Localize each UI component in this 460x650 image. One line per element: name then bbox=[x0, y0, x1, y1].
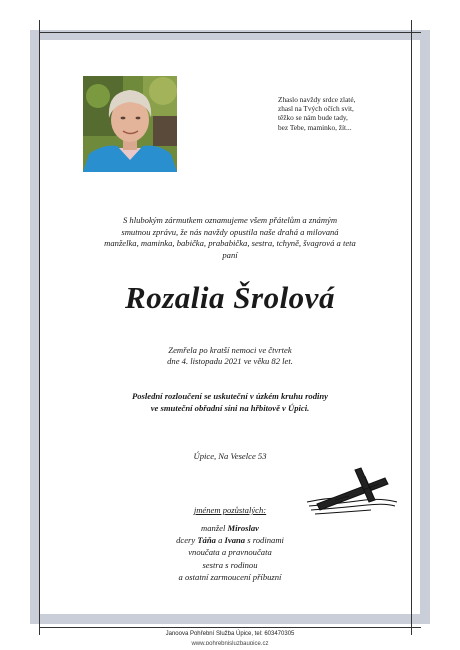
mourner-husband bbox=[40, 522, 420, 534]
husband-name: Miroslav bbox=[227, 523, 259, 533]
funeral-service-website: www.pohrebnisluzbaupice.cz bbox=[191, 641, 269, 645]
announcement-intro bbox=[40, 215, 420, 261]
deceased-name: Rozalia Šrolová bbox=[125, 280, 335, 315]
husband-prefix: manžel bbox=[200, 523, 228, 533]
frame-band-right bbox=[420, 30, 430, 624]
poem-line: bez Tebe, maminko, žít... bbox=[278, 122, 352, 132]
address: Úpice, Na Veselce 53 bbox=[193, 451, 267, 461]
portrait-photo bbox=[83, 76, 177, 172]
frame-line-top bbox=[39, 32, 421, 33]
on-behalf-label: jménem pozůstalých: bbox=[193, 505, 267, 515]
mourner-line: sestra s rodinou bbox=[202, 559, 258, 570]
mourner-daughters bbox=[40, 534, 420, 546]
frame-band-bottom bbox=[30, 614, 430, 624]
frame-line-bottom bbox=[39, 627, 421, 628]
poem-line: zhasl na Tvých očích svit, bbox=[278, 104, 354, 114]
daughter-name-1: Táňa bbox=[197, 535, 216, 546]
daughters-suffix: s rodinami bbox=[245, 535, 284, 546]
daughter-name-2: Ivana bbox=[224, 535, 246, 546]
intro-line: S hlubokým zármutkem oznamujeme všem přátelům a známým bbox=[122, 215, 338, 225]
mourner-line: vnoučata a pravnoučata bbox=[188, 547, 272, 558]
poem bbox=[278, 95, 408, 132]
death-line: dne 4. listopadu 2021 ve věku 82 let. bbox=[167, 356, 293, 367]
daughters-prefix: dcery bbox=[176, 535, 198, 546]
poem-line: těžko se nám bude tady, bbox=[278, 113, 348, 123]
farewell-line: Poslední rozloučení se uskuteční v úzkém kruhu rodiny bbox=[131, 391, 328, 401]
mourners-list bbox=[40, 522, 420, 583]
intro-line: smutnou zprávu, že nás navždy opustila naše drahá a milovaná bbox=[121, 226, 339, 237]
intro-line: manželka, maminka, babička, prababička, sestra, tchyně, švagrová a teta bbox=[104, 238, 356, 249]
death-details bbox=[40, 345, 420, 367]
farewell-notice bbox=[40, 391, 420, 414]
intro-line: paní bbox=[222, 249, 238, 260]
funeral-service-contact: Janoova Pohřební Služba Úpice, tel: 603470305 bbox=[165, 631, 295, 637]
poem-line: Zhaslo navždy srdce zlaté, bbox=[278, 95, 356, 104]
death-line: Zemřela po kratší nemoci ve čtvrtek bbox=[168, 345, 292, 355]
daughters-and: a bbox=[215, 535, 225, 546]
farewell-line: ve smuteční obřadní síni na hřbitově v Úpici. bbox=[150, 402, 310, 413]
mourner-line: a ostatní zarmoucení příbuzní bbox=[178, 571, 282, 582]
